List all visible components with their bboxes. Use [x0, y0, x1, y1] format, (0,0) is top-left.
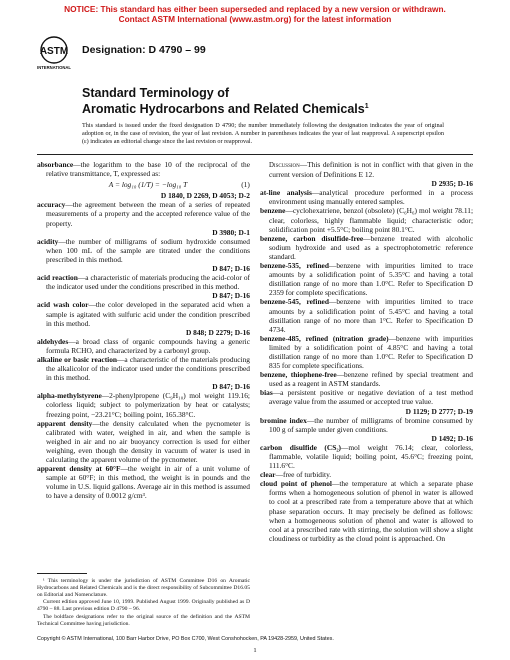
glossary-entry: [260, 470, 473, 480]
section-divider: [37, 154, 473, 155]
withdrawal-notice: [0, 4, 510, 24]
right-entries: [260, 188, 473, 543]
discussion-label: Discussion: [269, 162, 300, 169]
glossary-refs: D 1840, D 2269, D 4053; D-2: [160, 191, 250, 201]
glossary-term: benzene, thiophene-free: [260, 370, 337, 380]
glossary-entry: [260, 333, 473, 371]
footnote-2: Current edition approved June 10, 1999. Published August 1999. Originally published as D 4790 – 88. Last previous edition D 4790 – 96.: [37, 599, 250, 613]
glossary-term: bias: [260, 388, 273, 398]
glossary-definition: —free of turbidity.: [275, 470, 332, 480]
glossary-term: acid wash color: [37, 300, 89, 310]
glossary-definition: —the color developed in the separated acid when a sample is agitated with sulfuric acid under the condition prescribed in this method.: [46, 300, 250, 328]
glossary-term: absorbance: [37, 160, 74, 169]
glossary-definition: —a characteristic of the materials producing the alkalicolor of the indicator used under the conditions prescribed in this method.: [46, 354, 250, 383]
glossary-entry: [37, 300, 250, 337]
glossary-refs: D 1129; D 2777; D-19: [405, 406, 473, 416]
glossary-term: apparent density: [37, 418, 93, 428]
glossary-definition: —the number of milligrams of sodium hydroxide consumed when 100 mL of the sample are titrated under the conditions prescribed in this method.: [46, 236, 250, 264]
designation: Designation: D 4790 – 99: [82, 44, 206, 56]
footnotes: [37, 578, 250, 629]
glossary-term: carbon disulfide (CS₂): [260, 442, 342, 452]
glossary-entry: [37, 464, 250, 501]
glossary-definition: —a characteristic of materials producing the acid-color of the indicator used under the conditions prescribed in this method.: [46, 273, 250, 292]
glossary-definition: —benzene refined by special treatment and used as a reagent in ASTM standards.: [269, 370, 473, 389]
footnote-divider: [37, 573, 87, 574]
notice-line-1: NOTICE: This standard has either been superseded and replaced by a new version or withdrawn.: [64, 4, 446, 14]
glossary-entry: [260, 206, 473, 234]
glossary-term: aldehydes: [37, 336, 69, 346]
glossary-definition: —benzene with impurities limited to trace amounts by a solidification point of 5.35°C and having a total distillation range of no more than 1.0°C. Refer to Specification D 2359 for complete specifications.: [269, 261, 473, 298]
astm-logo-icon: [37, 35, 71, 71]
glossary-entry: [260, 233, 473, 261]
glossary-entry: [260, 297, 473, 334]
glossary-refs: D 1492; D-16: [431, 433, 473, 443]
discussion-refs: D 2935; D-16: [431, 179, 473, 189]
glossary-term: bromine index: [260, 415, 307, 425]
left-column: [37, 160, 250, 500]
glossary-refs: D 847; D-16: [212, 291, 250, 301]
intro-paragraph: This standard is issued under the fixed designation D 4790; the number immediately following the designation indicates the year of original adoption or, in the case of revision, the year of last revision. A number in parentheses indicates the year of last reapproval. A superscript epsilon (ε) indicates an editorial change since the last revision or reapproval.: [82, 122, 444, 145]
glossary-term: clear: [260, 470, 276, 480]
glossary-entry: [260, 442, 474, 471]
glossary-entry: [260, 261, 473, 298]
glossary-definition: —the temperature at which a separate phase forms when a homogeneous solution of phenol in water is allowed to cool at a prescribed rate from a temperature above that at which phase separation occurs. It may precisely be defined as follows: when a homogeneous solution of phenol and water is allowed to cool at a prescribed rate with stirring, the solution will show a slight cloudiness or turbidity as the cloud point is approached. On: [269, 479, 473, 543]
copyright-line: Copyright © ASTM International, 100 Barr Harbor Drive, PO Box C700, West Conshohocken, PA 19428-2959, United States.: [37, 636, 334, 642]
svg-text:INTERNATIONAL: INTERNATIONAL: [37, 65, 71, 70]
glossary-refs: D 3980; D-1: [212, 227, 250, 237]
footnote-1: ¹ This terminology is under the jurisdiction of ASTM Committee D16 on Aromatic Hydrocarbons and Related Chemicals and is the direct responsibility of Subcommittee D16.05 on Editorial and Nomenclature.: [37, 578, 250, 598]
glossary-entry: [37, 236, 250, 274]
glossary-term: acidity: [37, 236, 59, 246]
footnote-3: The boldface designations refer to the original source of the definition and the ASTM Technical Committee having jurisdiction.: [37, 613, 250, 627]
glossary-term: at-line analysis: [260, 188, 312, 198]
page-number: 1: [253, 647, 257, 654]
glossary-definition: —analytical procedure performed in a process environment using manually entered samples.: [269, 188, 473, 207]
glossary-definition: —a persistent positive or negative deviation of a test method average value from the assumed or accepted true value.: [269, 388, 473, 407]
glossary-definition: —mol weight 76.14; clear, colorless, flammable, volatile liquid; boiling point, 45.6°C; freezing point, 111.6°C.: [269, 442, 474, 471]
glossary-entry: [260, 415, 473, 443]
document-title: [82, 86, 369, 116]
glossary-entry: [37, 354, 250, 392]
glossary-entry: [260, 479, 473, 543]
glossary-entry: [37, 336, 250, 355]
glossary-entry: [37, 200, 250, 237]
glossary-entry: [37, 391, 250, 419]
svg-text:ASTM: ASTM: [39, 46, 69, 57]
glossary-definition: —benzene treated with alcoholic sodium hydroxide and used as a spectrophotometric reference standard.: [269, 233, 473, 261]
glossary-definition: —the weight in air of a unit volume of sample at 60°F; in this method, the weight is in pounds and the volume in U.S. liquid gallons. Average air in this method is assumed to have a density of 0.0012 g/cm³.: [46, 464, 250, 501]
glossary-term: benzene, carbon disulfide-free: [260, 233, 364, 243]
glossary-definition: —benzene with impurities limited to trace amounts by a solidification point of 5.45°C and having a total distillation range of no more than 1°C. Refer to Specification D 4734.: [269, 297, 473, 334]
glossary-definition: —the logarithm to the base 10 of the reciprocal of the relative transmittance, T, expressed as:: [46, 160, 250, 179]
glossary-definition: —2-phenylpropene (C₉H₁₀) mol weight 119.16; colorless liquid; subject to polymerization by heat or catalysts; freezing point, −23.21°C; boiling point, 165.38°C.: [46, 391, 250, 419]
notice-line-2: Contact ASTM International (www.astm.org) for the latest information: [118, 14, 392, 24]
glossary-entry: [260, 188, 473, 207]
glossary-term: benzene-485, refined (nitration grade): [260, 333, 389, 343]
glossary-refs: D 847; D-16: [212, 382, 250, 392]
glossary-term: apparent density at 60°F: [37, 464, 121, 474]
glossary-refs: D 848; D 2279; D-16: [185, 327, 250, 337]
glossary-definition: —the density calculated when the pycnometer is calibrated with water, weighed in air, and when the sample is weighed in air and no air buoyancy correction is used for either weighing, even though the density in vacuum of water is used in calculating the apparent volume of the pycnometer.: [46, 418, 250, 464]
glossary-definition: —a broad class of organic compounds having a generic formula RCHO, and characterized by a carbonyl group.: [46, 336, 250, 355]
glossary-term: benzene: [260, 206, 286, 216]
glossary-term: benzene-545, refined: [260, 297, 329, 307]
glossary-term: acid reaction: [37, 273, 78, 283]
glossary-entry: [37, 418, 250, 464]
discussion-text: —This definition is not in conflict with that given in the current version of Definitions E 12.: [269, 160, 473, 180]
title-footnote-mark: 1: [364, 103, 369, 110]
glossary-term: benzene-535, refined: [260, 261, 329, 271]
glossary-entry: [37, 160, 250, 201]
glossary-entry: [260, 388, 473, 416]
glossary-entry: [260, 370, 473, 389]
discussion-note: [269, 160, 473, 188]
glossary-definition: —the number of milligrams of bromine consumed by 100 g of sample under given conditions.: [269, 415, 473, 434]
glossary-definition: —cyclohexatriene, benzol (obsolete) (C₆H₆) mol weight 78.11; clear, colorless, highly flammable liquid; characteristic odor; solidification point +5.5°C; boiling point 80.1°C.: [269, 206, 473, 234]
formula-expression: A = log₁₀ (1/T) = −log₁₀ T: [108, 180, 188, 190]
right-column: [260, 160, 473, 543]
glossary-term: cloud point of phenol: [260, 479, 332, 489]
title-line-2: [82, 100, 369, 116]
glossary-term: alpha-methylstyrene: [37, 391, 102, 401]
glossary-term: accuracy: [37, 200, 66, 210]
title-line-2-text: Aromatic Hydrocarbons and Related Chemicals: [82, 102, 365, 116]
glossary-entry: [37, 273, 250, 301]
formula: A = log₁₀ (1/T) = −log₁₀ T (1): [108, 180, 250, 190]
title-line-1: Standard Terminology of: [82, 86, 229, 100]
glossary-definition: —the agreement between the mean of a series of repeated measurements of a property and the accepted reference value of the property.: [46, 200, 250, 228]
glossary-definition: —benzene with impurities limited by a solidification point of 4.85°C and having a total distillation range of no more than 1.0°C. Refer to Specification D 835 for complete specifications.: [269, 333, 473, 371]
glossary-refs: D 847; D-16: [212, 264, 250, 274]
glossary-term: alkaline or basic reaction: [37, 354, 118, 364]
